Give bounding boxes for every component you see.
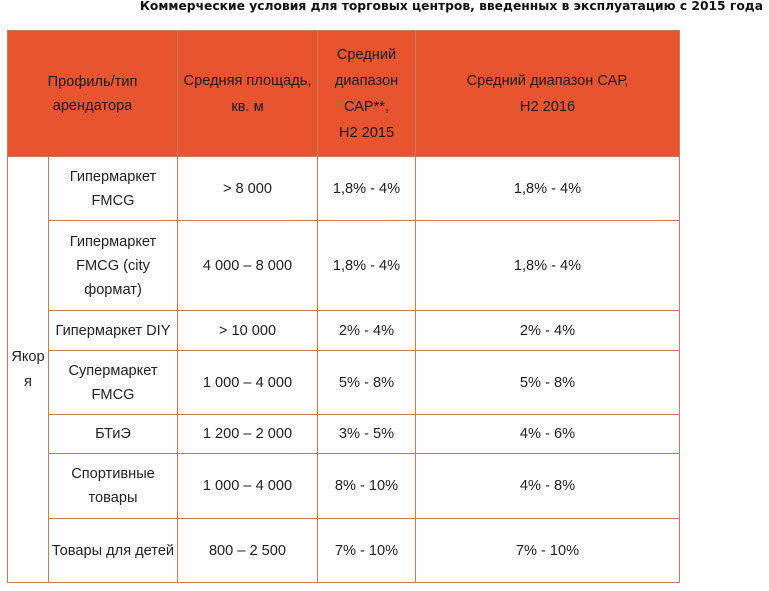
tenant-type: Гипермаркет DIY bbox=[49, 311, 178, 351]
cap-2015-value: 1,8% - 4% bbox=[318, 221, 416, 311]
tenant-type: Супермаркет FMCG bbox=[49, 351, 178, 415]
cap-2016-value: 2% - 4% bbox=[416, 311, 680, 351]
table-caption: Коммерческие условия для торговых центров, введенных в эксплуатацию с 2015 года bbox=[139, 0, 763, 13]
commercial-terms-table bbox=[7, 30, 680, 583]
cap-2015-value: 2% - 4% bbox=[318, 311, 416, 351]
cap-2015-value: 3% - 5% bbox=[318, 415, 416, 454]
area-value: > 8 000 bbox=[178, 157, 318, 221]
tenant-type: Спортивные товары bbox=[49, 454, 178, 519]
cap-2015-value: 1,8% - 4% bbox=[318, 157, 416, 221]
tenant-type: Гипермаркет FMCG bbox=[49, 157, 178, 221]
header-profile: Профиль/тип арендатора bbox=[8, 31, 178, 157]
cap-2015-value: 7% - 10% bbox=[318, 519, 416, 583]
area-value: 800 – 2 500 bbox=[178, 519, 318, 583]
header-area: Средняя площадь, кв. м bbox=[178, 31, 318, 157]
header-cap-2016: Средний диапазон САР, Н2 2016 bbox=[416, 31, 680, 157]
cap-2015-value: 5% - 8% bbox=[318, 351, 416, 415]
table-row bbox=[8, 415, 680, 454]
cap-2016-value: 1,8% - 4% bbox=[416, 221, 680, 311]
cap-2016-value: 4% - 6% bbox=[416, 415, 680, 454]
table-row bbox=[8, 221, 680, 311]
area-value: 1 200 – 2 000 bbox=[178, 415, 318, 454]
header-row bbox=[8, 31, 680, 157]
cap-2016-value: 7% - 10% bbox=[416, 519, 680, 583]
area-value: 1 000 – 4 000 bbox=[178, 454, 318, 519]
area-value: > 10 000 bbox=[178, 311, 318, 351]
tenant-type: Гипермаркет FMCG (city формат) bbox=[49, 221, 178, 311]
area-value: 4 000 – 8 000 bbox=[178, 221, 318, 311]
tenant-type: БТиЭ bbox=[49, 415, 178, 454]
tenant-type: Товары для детей bbox=[49, 519, 178, 583]
anchor-group-label: Якоря bbox=[8, 157, 49, 583]
table-row bbox=[8, 157, 680, 221]
table-row bbox=[8, 351, 680, 415]
cap-2016-value: 4% - 8% bbox=[416, 454, 680, 519]
cap-2016-value: 1,8% - 4% bbox=[416, 157, 680, 221]
table-row bbox=[8, 454, 680, 519]
table-row bbox=[8, 311, 680, 351]
cap-2016-value: 5% - 8% bbox=[416, 351, 680, 415]
header-cap-2015: Средний диапазон САР**, Н2 2015 bbox=[318, 31, 416, 157]
table-row bbox=[8, 519, 680, 583]
area-value: 1 000 – 4 000 bbox=[178, 351, 318, 415]
cap-2015-value: 8% - 10% bbox=[318, 454, 416, 519]
